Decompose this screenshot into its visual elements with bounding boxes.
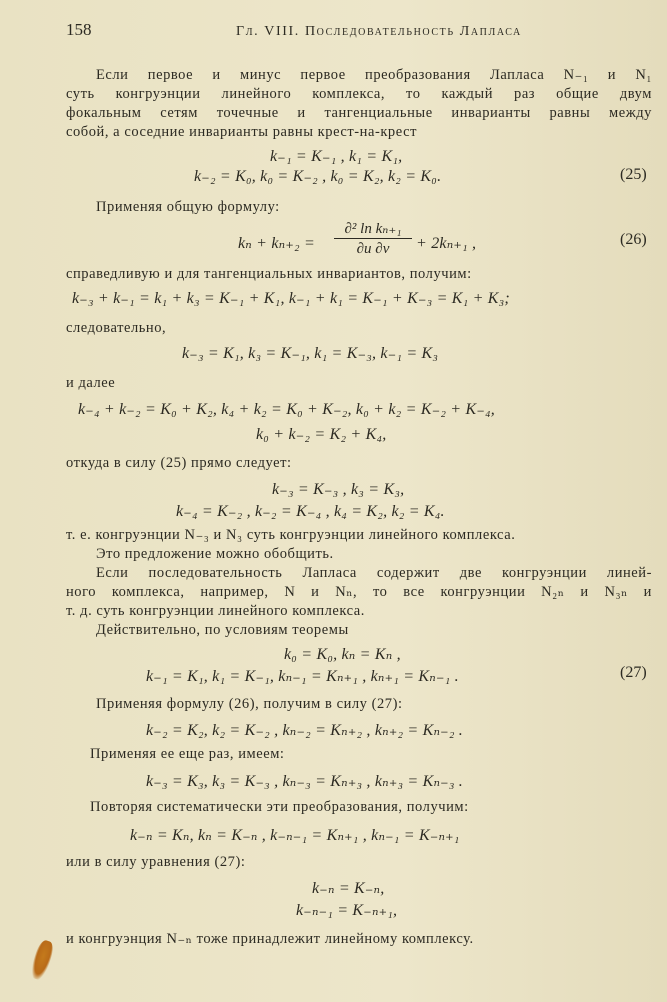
equation-number: (26) — [620, 231, 647, 248]
equation-line: k₋₁ = K₁, k₁ = K₋₁, kₙ₋₁ = Kₙ₊₁ , kₙ₊₁ = Kₙ₋₁ . — [146, 668, 459, 685]
equation-line: k₀ = K₀, kₙ = Kₙ , — [284, 646, 401, 663]
paragraph-line: и конгруэнция N₋ₙ тоже принадлежит линейному комплексу. — [66, 931, 474, 947]
equation-line: k₋₃ + k₋₁ = k₁ + k₃ = K₋₁ + K₁, k₋₁ + k₁ = K₋₁ + K₋₃ = K₁ + K₃; — [72, 290, 510, 307]
paragraph-line: т. д. суть конгруэнции линейного комплекса. — [66, 603, 365, 619]
paragraph-line: Повторяя систематически эти преобразования, получим: — [90, 799, 469, 815]
paragraph-line: откуда в силу (25) прямо следует: — [66, 455, 292, 471]
equation-line: k₋₂ = K₀, k₀ = K₋₂ , k₀ = K₂, k₂ = K₀. — [194, 168, 442, 185]
equation-line: k₋₄ + k₋₂ = K₀ + K₂, k₄ + k₂ = K₀ + K₋₂, k₀ + k₂ = K₋₂ + K₋₄, — [78, 401, 495, 418]
paragraph-line: и далее — [66, 375, 116, 391]
fraction-numerator: ∂² ln kₙ₊₁ — [344, 221, 402, 237]
paragraph-line: собой, а соседние инварианты равны крест-на-крест — [66, 124, 417, 140]
paragraph-line: следовательно, — [66, 320, 167, 336]
equation-line: k₋₃ = K₁, k₃ = K₋₁, k₁ = K₋₃, k₋₁ = K₃ — [182, 345, 439, 362]
equation-line: k₋ₙ = Kₙ, kₙ = K₋ₙ , k₋ₙ₋₁ = Kₙ₊₁ , kₙ₋₁ = K₋ₙ₊₁ — [130, 827, 460, 844]
fraction-bar — [334, 238, 412, 239]
paragraph-line: Если последовательность Лапласа содержит две конгруэнции линей- — [96, 565, 652, 581]
paragraph-line: Это предложение можно обобщить. — [96, 546, 334, 562]
equation-line: k₋₁ = K₋₁ , k₁ = K₁, — [270, 148, 403, 165]
fraction-denominator: ∂u ∂v — [356, 241, 390, 257]
equation-number: (27) — [620, 664, 647, 681]
equation-number: (25) — [620, 166, 647, 183]
paragraph-line: или в силу уравнения (27): — [66, 854, 246, 870]
equation-line: k₋₃ = K₋₃ , k₃ = K₃, — [272, 481, 405, 498]
paragraph-line: Применяя ее еще раз, имеем: — [90, 746, 285, 762]
paragraph-line: ного комплекса, например, N и Nₙ, то все конгруэнции N₂ₙ и N₃ₙ и — [66, 584, 652, 600]
paragraph-line: справедливую и для тангенциальных инвариантов, получим: — [66, 266, 472, 282]
equation-line: k₋ₙ₋₁ = K₋ₙ₊₁, — [296, 902, 398, 919]
running-title: Гл. VIII. Последовательность Лапласа — [236, 24, 522, 39]
ink-stain — [28, 939, 56, 982]
page-number: 158 — [66, 20, 92, 39]
paragraph-line: т. е. конгруэнции N₋₃ и N₃ суть конгруэнции линейного комплекса. — [66, 527, 516, 543]
equation-line: k₀ + k₋₂ = K₂ + K₄, — [256, 426, 387, 443]
paragraph-line: фокальным сетям точечные и тангенциальные инварианты равны между — [66, 105, 652, 121]
equation-line: k₋₄ = K₋₂ , k₋₂ = K₋₄ , k₄ = K₂, k₂ = K₄. — [176, 503, 445, 520]
equation-rhs: + 2kₙ₊₁ , — [416, 235, 477, 252]
paragraph-line: Если первое и минус первое преобразования Лапласа N₋₁ и N₁ — [96, 67, 652, 83]
paragraph-line: Действительно, по условиям теоремы — [96, 622, 349, 638]
equation-lhs: kₙ + kₙ₊₂ = — [238, 235, 315, 252]
paragraph-line: Применяя общую формулу: — [96, 199, 280, 215]
paragraph-line: суть конгруэнции линейного комплекса, то каждый раз общие двум — [66, 86, 652, 102]
paragraph-line: Применяя формулу (26), получим в силу (27): — [96, 696, 403, 712]
equation-line: k₋₃ = K₃, k₃ = K₋₃ , kₙ₋₃ = Kₙ₊₃ , kₙ₊₃ = Kₙ₋₃ . — [146, 773, 463, 790]
equation-line: k₋ₙ = K₋ₙ, — [312, 880, 385, 897]
equation-line: k₋₂ = K₂, k₂ = K₋₂ , kₙ₋₂ = Kₙ₊₂ , kₙ₊₂ = Kₙ₋₂ . — [146, 722, 463, 739]
